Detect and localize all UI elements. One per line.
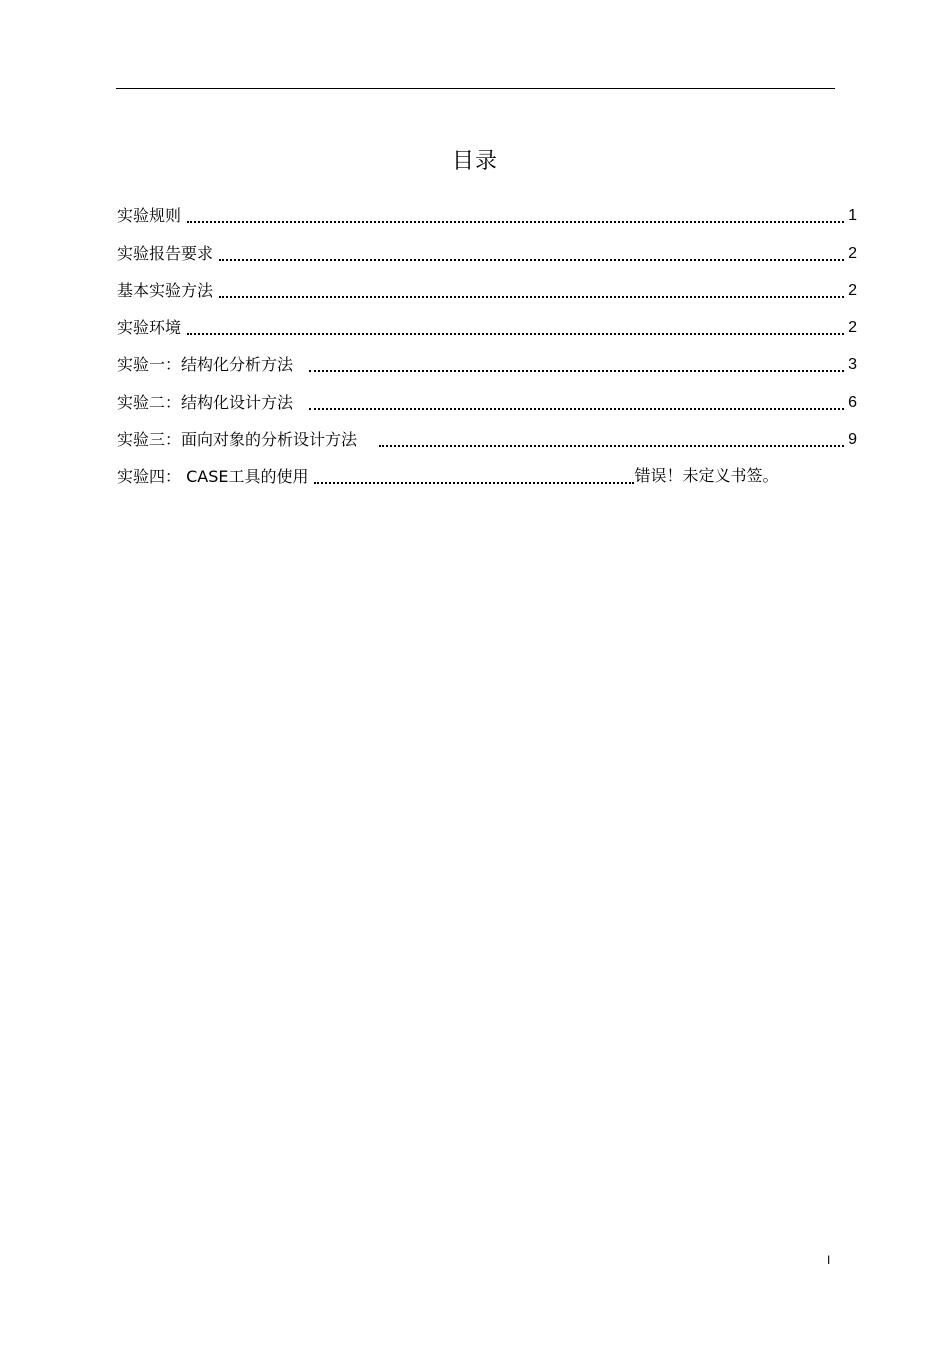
toc-entry-title: 实验一：结构化分析方法: [117, 355, 294, 375]
table-of-contents: [117, 193, 857, 491]
header-rule: [116, 88, 835, 89]
toc-entry-title: 基本实验方法: [117, 280, 214, 300]
toc-entry[interactable]: [117, 230, 857, 267]
toc-entry-title: 实验二：结构化设计方法: [117, 392, 294, 412]
toc-dot-leader: [309, 382, 844, 410]
toc-entry-page: 9: [848, 431, 857, 449]
toc-entry-page: 2: [848, 281, 857, 299]
toc-entry-title: 实验四： CASE工具的使用: [117, 467, 309, 487]
toc-entry-page: 2: [848, 244, 857, 262]
toc-entry-title: 实验规则: [117, 206, 182, 226]
toc-dot-leader: [187, 195, 844, 223]
page-number: I: [827, 1253, 831, 1267]
toc-entry[interactable]: [117, 454, 857, 491]
toc-entry-title: 实验报告要求: [117, 243, 214, 263]
toc-entry[interactable]: [117, 305, 857, 342]
toc-entry-page: 错误！未定义书签。: [634, 468, 779, 486]
toc-entry-title: 实验环境: [117, 318, 182, 338]
toc-entry-page: 6: [848, 393, 857, 411]
toc-entry[interactable]: [117, 342, 857, 379]
toc-title: 目录: [451, 149, 498, 174]
toc-dot-leader: [309, 344, 844, 372]
toc-entry-title: 实验三：面向对象的分析设计方法: [117, 430, 358, 450]
toc-dot-leader: [219, 233, 844, 261]
toc-entry-page: 1: [848, 207, 857, 225]
toc-entry-page: 2: [848, 319, 857, 337]
toc-dot-leader: [187, 307, 844, 335]
toc-dot-leader: [314, 456, 634, 484]
toc-dot-leader: [219, 270, 844, 298]
toc-entry[interactable]: [117, 379, 857, 416]
toc-entry-page: 3: [848, 356, 857, 374]
toc-entry[interactable]: [117, 417, 857, 454]
toc-entry[interactable]: [117, 193, 857, 230]
toc-entry[interactable]: [117, 268, 857, 305]
toc-dot-leader: [379, 419, 844, 447]
